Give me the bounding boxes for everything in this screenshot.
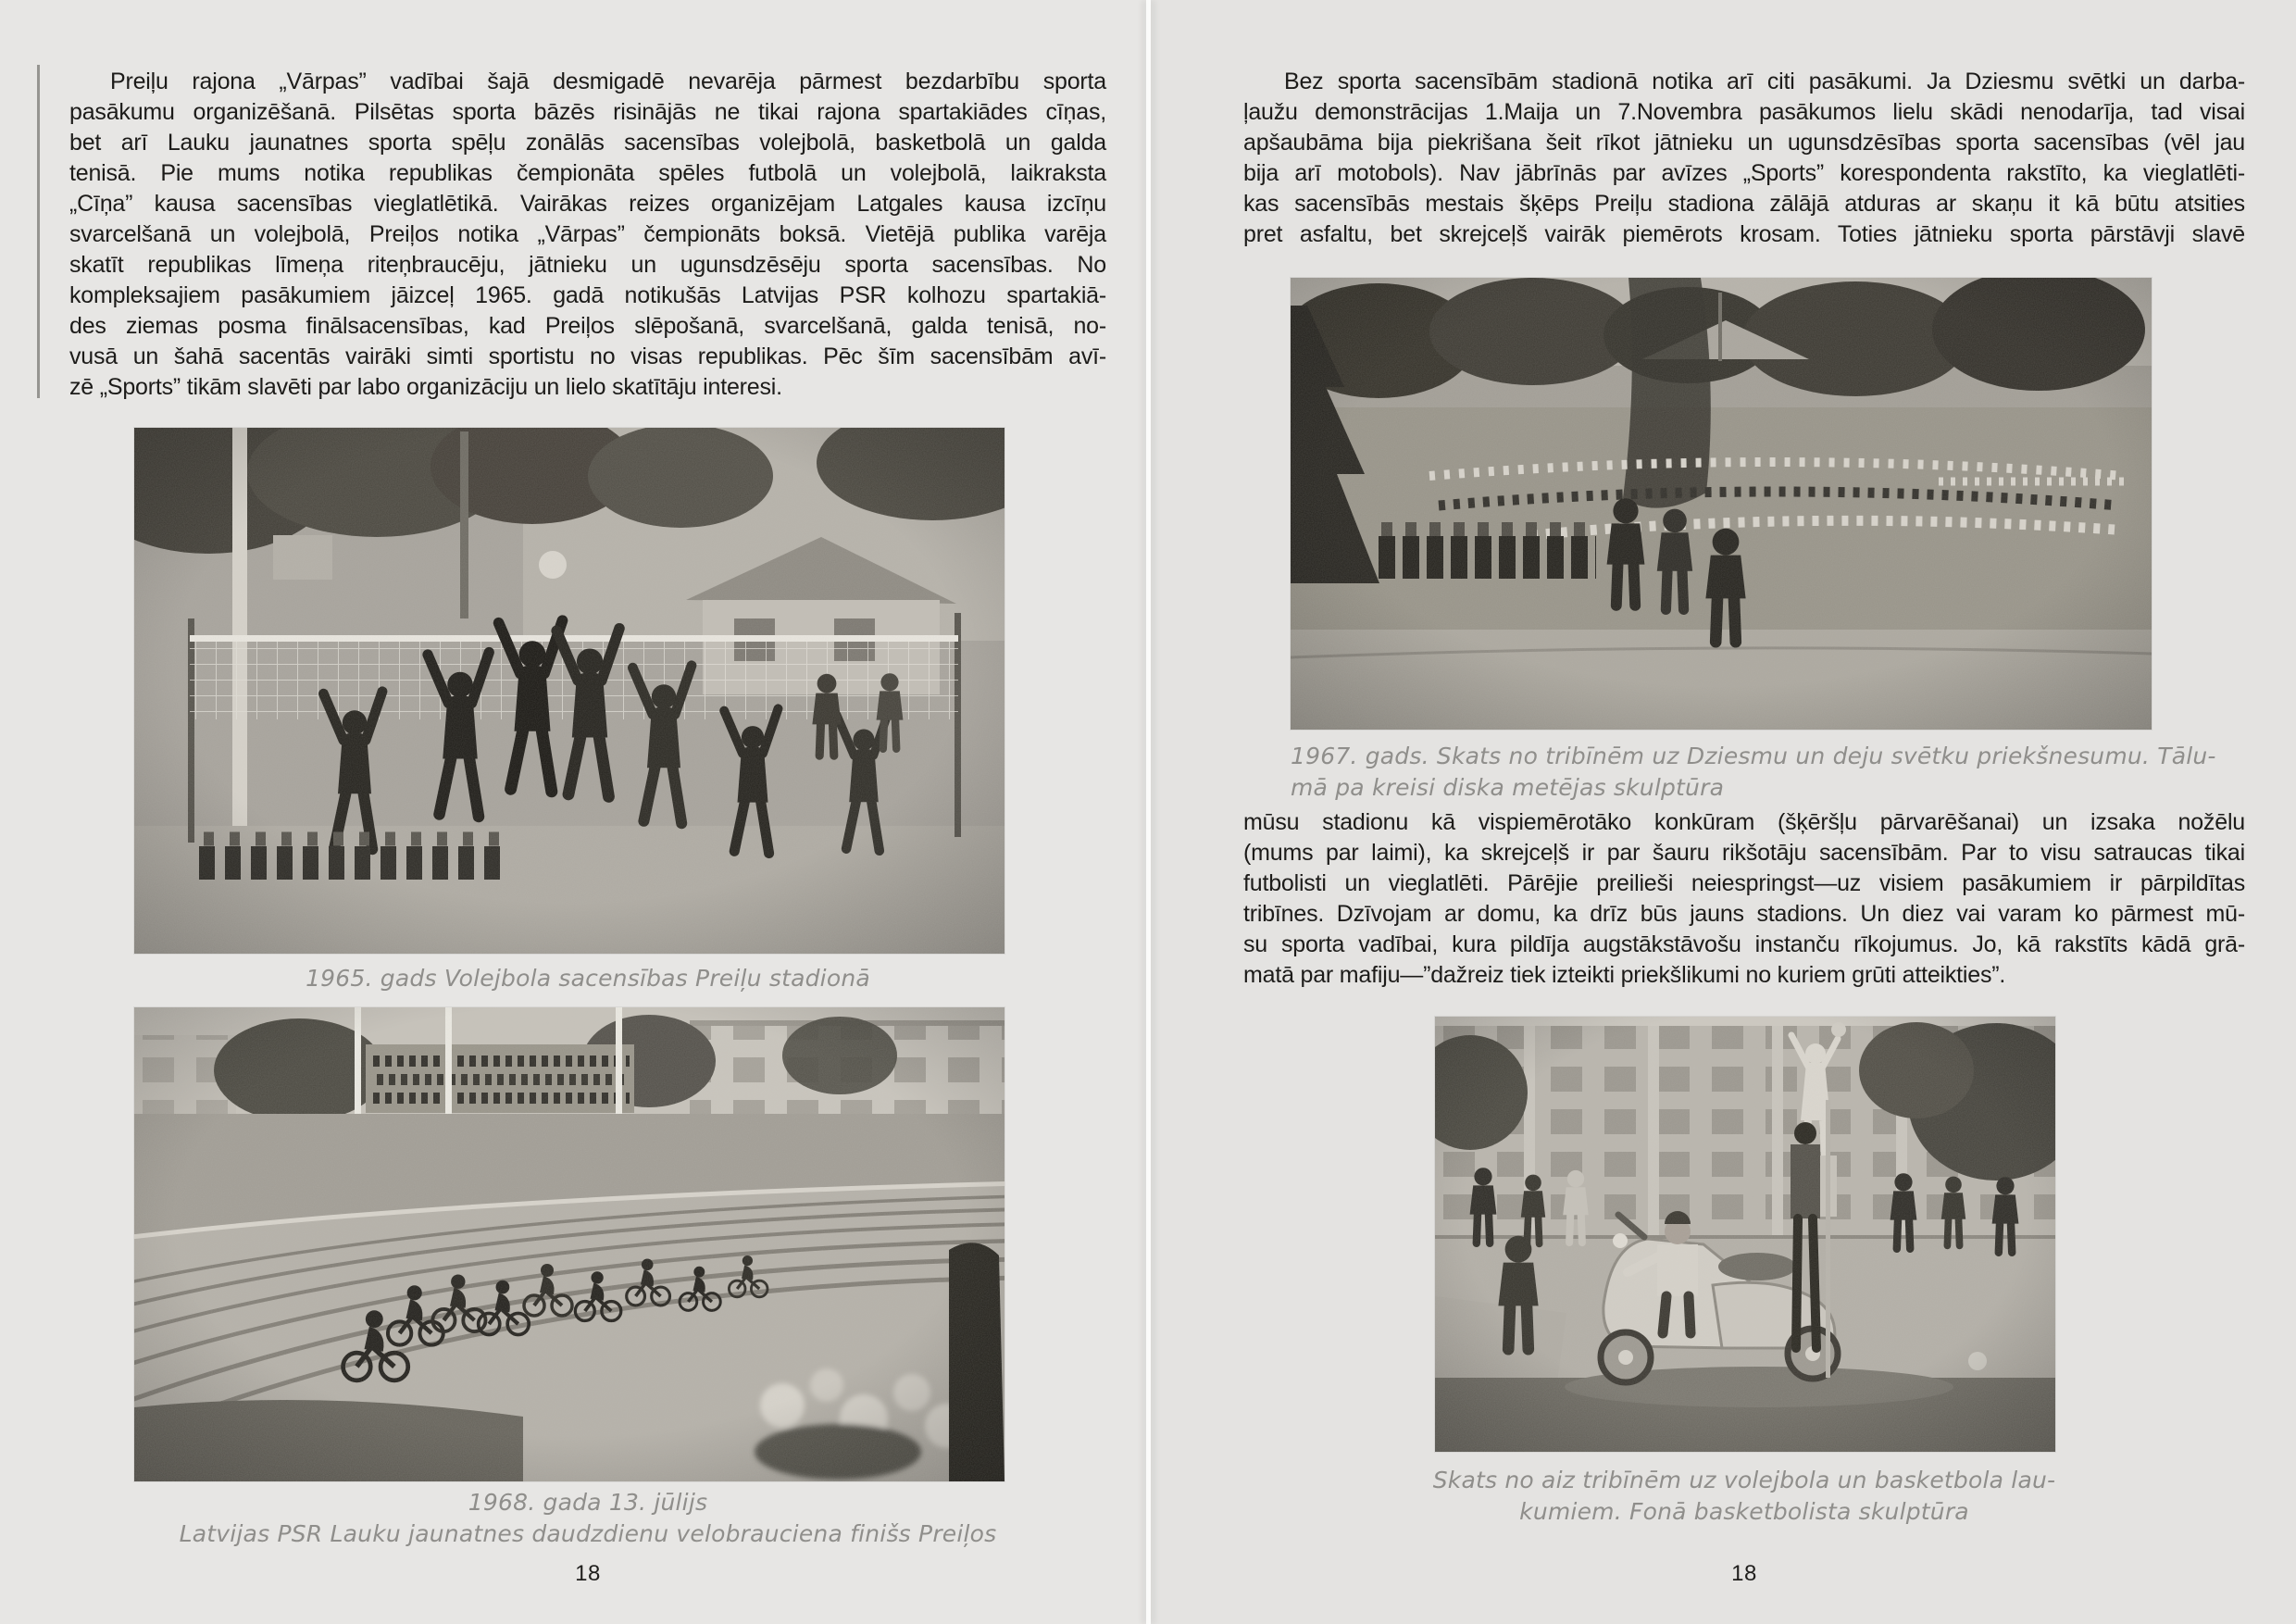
stadium-photo-image — [1291, 278, 2152, 730]
caption-scooter — [1243, 1465, 2245, 1528]
text-line: su sporta vadībai, kura pildīja augstākstāvošu instanču rīkojumus. Jo, kā rakstīts kādā grā- — [1243, 931, 2245, 957]
text-line: mūsu stadionu kā vispiemērotāko konkūram (šķēršļu pārvarēšanai) un izsaka nožēlu — [1243, 809, 2245, 835]
text-line: svarcelšanā un volejbolā, Preiļos notika „Vārpas” čempionāts boksā. Vietējā publika varēja — [69, 221, 1106, 247]
text-line: „Cīņa” kausa sacensības vieglatlētikā. Vairākas reizes organizējam Latgales kausa izcīņu — [69, 191, 1106, 217]
photo-cycling-1968 — [134, 1007, 1004, 1481]
text-line: zē „Sports” tikām slavēti par labo organizāciju un lielo skatītāju interesi. — [69, 374, 782, 400]
volleyball-photo-image — [134, 428, 1004, 954]
text-line: ļaužu demonstrācijas 1.Maija un 7.Novembra pasākumos lielu skādi nenodarīja, tad visai — [1243, 99, 2245, 125]
text-line: 1965. gads Volejbola sacensības Preiļu stadionā — [306, 965, 870, 992]
photo-stadium-1967 — [1291, 278, 2152, 730]
text-line: futbolisti un vieglatlēti. Pārējie preilieši neiespringst—uz visiem pasākumiem ir pārpildītas — [1243, 870, 2245, 896]
text-line: 1968. gada 13. jūlijs — [468, 1489, 708, 1516]
text-line: Skats no aiz tribīnēm uz volejbola un basketbola lau- — [1432, 1467, 2056, 1493]
text-line: kas sacensībās mestais šķēps Preiļu stadiona zālājā atduras ar skaņu it kā būtu atsities — [1243, 191, 2245, 217]
text-line: skatīt republikas līmeņa riteņbraucēju, jātnieku un ugunsdzēsēju sporta sacensības. No — [69, 252, 1106, 278]
left-page — [0, 0, 1147, 1624]
text-line: bija arī motobols). Nav jābrīnās par avīzes „Sports” korespondenta rakstīto, ka vieglatlēti- — [1243, 160, 2245, 186]
right-paragraph-2 — [1243, 807, 2245, 991]
text-line: kumiem. Fonā basketbolista skulptūra — [1519, 1498, 1969, 1525]
text-line: kompleksajiem pasākumiem jāizceļ 1965. gadā notikušās Latvijas PSR kolhozu spartakiā- — [69, 282, 1106, 308]
text-line: tenisā. Pie mums notika republikas čempionāta spēles futbolā un volejbolā, laikraksta — [69, 160, 1106, 186]
caption-volleyball — [69, 963, 1106, 994]
left-paragraph — [69, 67, 1106, 403]
text-line: mā pa kreisi diska metējas skulptūra — [1291, 774, 1725, 801]
text-line: (mums par laimi), ka skrejceļš ir par šauru rikšotāju sacensībām. Par to visu satraucas tikai — [1243, 840, 2245, 866]
caption-cycling — [69, 1487, 1106, 1550]
text-line: pasākumu organizēšanā. Pilsētas sporta bāzēs risinājās ne tikai rajona spartakiādes cīņas, — [69, 99, 1106, 125]
text-line: des ziemas posma finālsacensības, kad Preiļos slēpošanā, svarcelšanā, galda tenisā, no- — [69, 313, 1106, 339]
scooter-photo-image — [1435, 1017, 2055, 1452]
text-line: Bez sporta sacensībām stadionā notika arī citi pasākumi. Ja Dziesmu svētki un darba- — [1284, 69, 2245, 94]
text-line: matā par mafiju—”dažreiz tiek izteikti priekšlikumi no kuriem grūti atteikties”. — [1243, 962, 2006, 988]
left-page-number: 18 — [575, 1561, 601, 1586]
caption-stadium — [1291, 741, 2226, 804]
right-paragraph-1 — [1243, 67, 2245, 250]
text-line: Preiļu rajona „Vārpas” vadībai šajā desmigadē nevarēja pārmest bezdarbību sporta — [110, 69, 1106, 94]
right-page-number: 18 — [1731, 1561, 1757, 1586]
photo-volleyball-1965 — [134, 428, 1004, 954]
text-line: 1967. gads. Skats no tribīnēm uz Dziesmu un deju svētku priekšnesumu. Tālu- — [1291, 743, 2216, 769]
text-line: pret asfaltu, bet skrejceļš vairāk piemērots krosam. Toties jātnieku sporta pārstāvji slavē — [1243, 221, 2245, 247]
text-line: vusā un šahā sacentās vairāki simti sportistu no visas republikas. Pēc šīm sacensībām avī- — [69, 344, 1106, 369]
scan-artifact-line — [37, 65, 40, 398]
text-line: tribīnes. Dzīvojam ar domu, ka drīz būs jauns stadions. Un diez vai varam ko pārmest mū- — [1243, 901, 2245, 927]
page-seam — [1146, 0, 1151, 1624]
photo-scooter — [1435, 1017, 2055, 1452]
text-line: Latvijas PSR Lauku jaunatnes daudzdienu velobrauciena finišs Preiļos — [179, 1520, 997, 1547]
cycling-photo-image — [134, 1007, 1004, 1481]
text-line: bet arī Lauku jaunatnes sporta spēļu zonālās sacensības volejbolā, basketbolā un galda — [69, 130, 1106, 156]
right-page — [1151, 0, 2296, 1624]
text-line: apšaubāma bija piekrišana šeit rīkot jātnieku un ugunsdzēsības sporta sacensības (vēl jau — [1243, 130, 2245, 156]
